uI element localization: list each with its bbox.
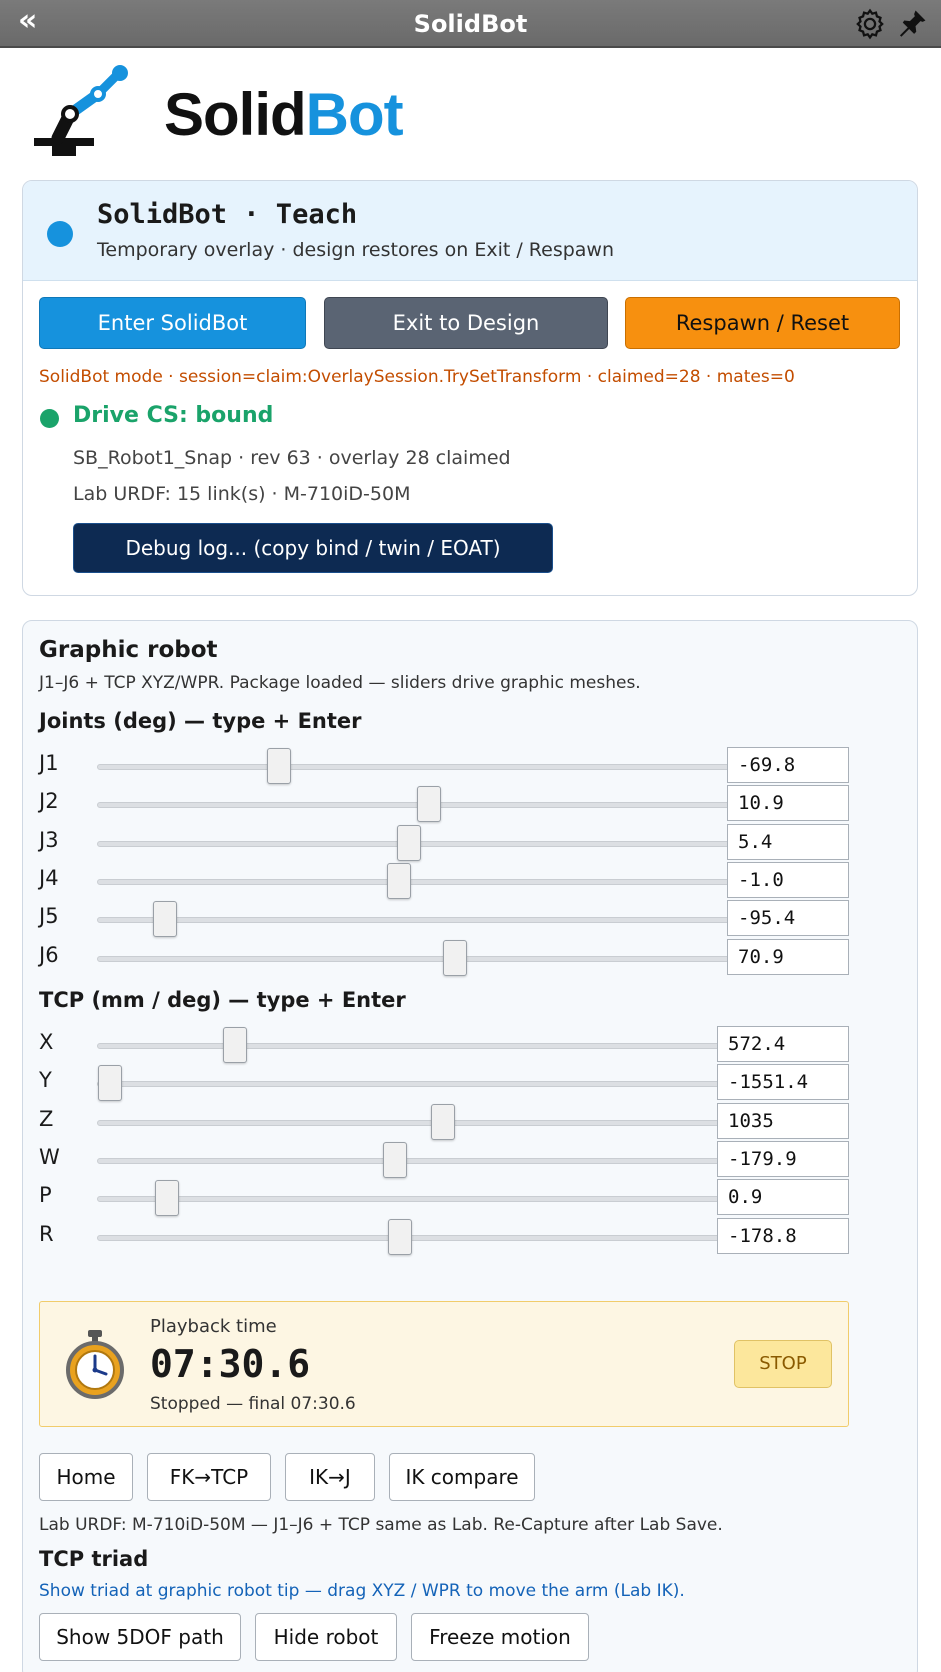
brand-wordmark: SolidBot bbox=[164, 81, 403, 148]
joints-slider-thumb[interactable] bbox=[267, 748, 291, 784]
playback-time: 07:30.6 bbox=[150, 1342, 311, 1386]
stopwatch-icon bbox=[64, 1330, 126, 1400]
tcp-triad-hint[interactable]: Show triad at graphic robot tip — drag XYZ / WPR to move the arm (Lab IK). bbox=[39, 1581, 685, 1601]
tcp-row-r bbox=[39, 1218, 909, 1256]
playback-status: Stopped — final 07:30.6 bbox=[150, 1394, 356, 1414]
tcp-label: P bbox=[39, 1183, 52, 1208]
joints-row-j5 bbox=[39, 900, 909, 938]
status-dot-icon bbox=[47, 221, 73, 247]
stop-button[interactable]: STOP bbox=[734, 1340, 832, 1388]
joints-label: J5 bbox=[39, 904, 59, 929]
tcp-slider-thumb[interactable] bbox=[155, 1180, 179, 1216]
joints-slider-thumb[interactable] bbox=[153, 901, 177, 937]
tcp-label: Y bbox=[39, 1068, 52, 1093]
tcp-value-input-x[interactable]: 572.4 bbox=[717, 1026, 849, 1062]
joints-slider-j6[interactable] bbox=[97, 956, 747, 962]
joints-label: J1 bbox=[39, 751, 59, 775]
ik-compare-button[interactable]: IK compare bbox=[389, 1453, 535, 1501]
tcp-value-input-r[interactable]: -178.8 bbox=[717, 1218, 849, 1254]
mode-status-line: SolidBot mode · session=claim:OverlaySession.TrySetTransform · claimed=28 · mates=0 bbox=[39, 367, 795, 387]
debug-log-button[interactable]: Debug log... (copy bind / twin / EOAT) bbox=[73, 523, 553, 573]
respawn-reset-button[interactable]: Respawn / Reset bbox=[625, 297, 900, 349]
joints-label: J3 bbox=[39, 827, 59, 852]
fk-to-tcp-button[interactable]: FK→TCP bbox=[147, 1453, 271, 1501]
tcp-row-x bbox=[39, 1026, 909, 1064]
window-title: SolidBot bbox=[413, 10, 528, 38]
joints-value-input-j1[interactable]: -69.8 bbox=[727, 747, 849, 783]
drive-cs-status: Drive CS: bound bbox=[73, 403, 274, 428]
joints-slider-thumb[interactable] bbox=[397, 825, 421, 861]
overlay-subtitle: Temporary overlay · design restores on Exit / Respawn bbox=[97, 239, 614, 261]
tcp-row-z bbox=[39, 1103, 909, 1141]
exit-to-design-button[interactable]: Exit to Design bbox=[324, 297, 608, 349]
tcp-slider-r[interactable] bbox=[97, 1235, 737, 1241]
tcp-row-p bbox=[39, 1179, 909, 1217]
joints-row-j4 bbox=[39, 862, 909, 900]
urdf-note: Lab URDF: M-710iD-50M — J1–J6 + TCP same as Lab. Re-Capture after Lab Save. bbox=[39, 1515, 723, 1535]
graphic-robot-card bbox=[22, 620, 918, 1672]
joints-value-input-j3[interactable]: 5.4 bbox=[727, 824, 849, 860]
tcp-value-input-p[interactable]: 0.9 bbox=[717, 1179, 849, 1215]
logo bbox=[34, 60, 634, 170]
tcp-title: TCP (mm / deg) — type + Enter bbox=[39, 988, 406, 1012]
tcp-slider-thumb[interactable] bbox=[388, 1219, 412, 1255]
joints-row-j1 bbox=[39, 747, 909, 785]
overlay-header bbox=[23, 181, 917, 281]
overlay-title: SolidBot · Teach bbox=[97, 199, 358, 230]
tcp-value-input-w[interactable]: -179.9 bbox=[717, 1141, 849, 1177]
joints-slider-thumb[interactable] bbox=[387, 863, 411, 899]
freeze-motion-button[interactable]: Freeze motion bbox=[411, 1613, 589, 1661]
title-bar bbox=[0, 0, 941, 48]
playback-panel bbox=[39, 1301, 849, 1427]
collapse-icon[interactable]: « bbox=[18, 3, 38, 38]
playback-label: Playback time bbox=[150, 1316, 277, 1337]
tcp-label: R bbox=[39, 1221, 54, 1246]
tcp-row-y bbox=[39, 1064, 909, 1102]
graphic-robot-title: Graphic robot bbox=[39, 637, 218, 663]
joints-slider-j5[interactable] bbox=[97, 917, 747, 923]
joints-row-j3 bbox=[39, 824, 909, 862]
graphic-robot-subtitle: J1–J6 + TCP XYZ/WPR. Package loaded — sliders drive graphic meshes. bbox=[39, 673, 641, 693]
joints-title: Joints (deg) — type + Enter bbox=[39, 709, 362, 733]
tcp-label: W bbox=[39, 1144, 60, 1169]
hide-robot-button[interactable]: Hide robot bbox=[255, 1613, 397, 1661]
joints-label: J2 bbox=[39, 789, 59, 814]
joints-row-j6 bbox=[39, 939, 909, 977]
drive-status-dot-icon bbox=[40, 409, 59, 428]
tcp-label: Z bbox=[39, 1106, 54, 1131]
robot-arm-logo-icon bbox=[34, 60, 144, 160]
snap-info: SB_Robot1_Snap · rev 63 · overlay 28 claimed bbox=[73, 447, 511, 469]
enter-solidbot-button[interactable]: Enter SolidBot bbox=[39, 297, 306, 349]
joints-slider-thumb[interactable] bbox=[443, 940, 467, 976]
joints-slider-j3[interactable] bbox=[97, 841, 747, 847]
ik-to-j-button[interactable]: IK→J bbox=[285, 1453, 375, 1501]
joints-value-input-j2[interactable]: 10.9 bbox=[727, 785, 849, 821]
overlay-card bbox=[22, 180, 918, 596]
tcp-slider-thumb[interactable] bbox=[383, 1142, 407, 1178]
joints-value-input-j4[interactable]: -1.0 bbox=[727, 862, 849, 898]
tcp-slider-x[interactable] bbox=[97, 1043, 737, 1049]
tcp-value-input-y[interactable]: -1551.4 bbox=[717, 1064, 849, 1100]
tcp-slider-z[interactable] bbox=[97, 1120, 737, 1126]
tcp-slider-thumb[interactable] bbox=[98, 1065, 122, 1101]
tcp-row-w bbox=[39, 1141, 909, 1179]
show-5dof-path-button[interactable]: Show 5DOF path bbox=[39, 1613, 241, 1661]
tcp-label: X bbox=[39, 1030, 54, 1054]
tcp-slider-thumb[interactable] bbox=[431, 1104, 455, 1140]
joints-value-input-j5[interactable]: -95.4 bbox=[727, 900, 849, 936]
tcp-value-input-z[interactable]: 1035 bbox=[717, 1103, 849, 1139]
joints-slider-j1[interactable] bbox=[97, 764, 747, 770]
gear-icon[interactable] bbox=[853, 7, 887, 41]
pin-icon[interactable] bbox=[895, 7, 929, 41]
joints-slider-thumb[interactable] bbox=[417, 786, 441, 822]
panel-content bbox=[0, 50, 941, 1672]
joints-slider-j4[interactable] bbox=[97, 879, 747, 885]
joints-value-input-j6[interactable]: 70.9 bbox=[727, 939, 849, 975]
joints-label: J6 bbox=[39, 942, 59, 967]
urdf-info: Lab URDF: 15 link(s) · M-710iD-50M bbox=[73, 483, 411, 505]
tcp-triad-title: TCP triad bbox=[39, 1547, 149, 1571]
tcp-slider-thumb[interactable] bbox=[223, 1027, 247, 1063]
tcp-slider-y[interactable] bbox=[97, 1081, 737, 1087]
tcp-slider-p[interactable] bbox=[97, 1196, 737, 1202]
tcp-slider-w[interactable] bbox=[97, 1158, 737, 1164]
joints-row-j2 bbox=[39, 785, 909, 823]
home-button[interactable]: Home bbox=[39, 1453, 133, 1501]
joints-label: J4 bbox=[39, 865, 59, 890]
